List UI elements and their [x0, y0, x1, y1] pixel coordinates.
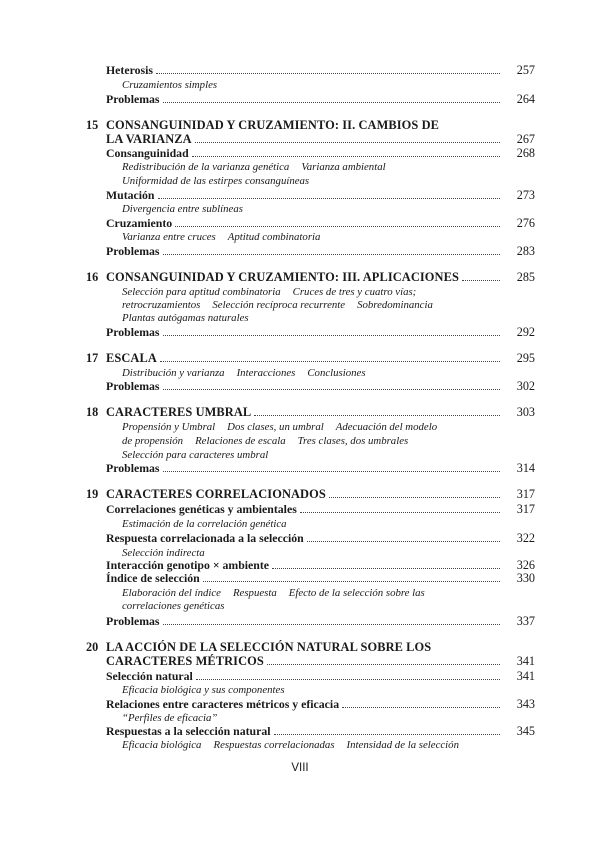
toc-section-title: Selección natural: [106, 669, 193, 683]
chapter-number: 19: [86, 487, 99, 501]
dot-leader: [196, 679, 500, 680]
chapter-number: 17: [86, 351, 99, 365]
dot-leader: [175, 226, 500, 227]
toc-subtopic: Plantas autógamas naturales: [122, 312, 249, 324]
toc-subtopic: Divergencia entre sublíneas: [122, 203, 243, 215]
toc-page-number: 326: [516, 558, 535, 572]
toc-subtopic: Varianza entre cruces: [122, 231, 216, 243]
toc-chapter-title: CARACTERES CORRELACIONADOS: [106, 487, 326, 501]
toc-row: [0, 174, 600, 188]
dot-leader: [163, 471, 500, 472]
toc-row: [0, 160, 600, 174]
toc-chapter-title: CONSANGUINIDAD Y CRUZAMIENTO: III. APLICACIONES: [106, 270, 459, 284]
toc-row: [0, 420, 600, 434]
toc-row: [0, 216, 600, 230]
dot-leader: [462, 280, 500, 281]
dot-leader: [160, 361, 500, 362]
chapter-number: 18: [86, 405, 99, 419]
page-number-footer: VIII: [291, 762, 309, 774]
toc-row: [0, 558, 600, 572]
toc-subtopic: Selección para aptitud combinatoria: [122, 286, 281, 298]
dot-leader: [267, 664, 500, 665]
toc-subtopic: de propensión: [122, 435, 184, 447]
toc-row: [0, 366, 600, 380]
toc-page-number: 337: [516, 614, 535, 628]
toc-subtopic: correlaciones genéticas: [122, 600, 225, 612]
toc-subtopics: [122, 366, 378, 380]
toc-subtopic: Eficacia biológica: [122, 739, 202, 751]
dot-leader: [163, 254, 500, 255]
toc-chapter-title: LA ACCIÓN DE LA SELECCIÓN NATURAL SOBRE LOS: [106, 640, 432, 654]
toc-subtopic: Dos clases, un umbral: [227, 421, 324, 433]
toc-section-title: Respuestas a la selección natural: [106, 724, 271, 738]
toc-subtopic: Sobredominancia: [357, 299, 433, 311]
toc-subtopic: Cruces de tres y cuatro vías;: [292, 286, 417, 298]
toc-section-title: Relaciones entre caracteres métricos y eficacia: [106, 697, 340, 711]
toc-row: [0, 711, 600, 725]
toc-subtopic: Tres clases, dos umbrales: [297, 435, 409, 447]
toc-row: [0, 614, 600, 628]
dot-leader: [163, 624, 500, 625]
toc-row: [0, 379, 600, 393]
toc-page-number: 273: [516, 188, 535, 202]
toc-subtopic: Eficacia biológica y sus componentes: [122, 684, 285, 696]
chapter-number: 20: [86, 640, 99, 654]
toc-section-title: Problemas: [106, 244, 160, 258]
dot-leader: [300, 512, 500, 513]
toc-section-title: Problemas: [106, 325, 160, 339]
toc-row: [0, 351, 600, 365]
toc-subtopics: [122, 420, 449, 434]
toc-page-number: 341: [516, 669, 535, 683]
toc-subtopic: Varianza ambiental: [301, 161, 386, 173]
toc-page-number: 267: [516, 132, 535, 146]
toc-section-title: Índice de selección: [106, 571, 200, 585]
toc-subtopic: Selección para caracteres umbral: [122, 449, 269, 461]
toc-page-number: 330: [516, 571, 535, 585]
toc-row: [0, 669, 600, 683]
toc-page-number: 303: [516, 405, 535, 419]
toc-row: [0, 230, 600, 244]
toc-page-number: 302: [516, 379, 535, 393]
toc-page-number: 343: [516, 697, 535, 711]
toc-subtopic: “Perfiles de eficacia”: [122, 712, 218, 724]
toc-row: [0, 285, 600, 299]
toc-row: [0, 586, 600, 600]
toc-subtopics: [122, 202, 255, 216]
toc-row: [0, 724, 600, 738]
toc-subtopic: Estimación de la correlación genética: [122, 518, 287, 530]
toc-subtopic: Distribución y varianza: [122, 367, 225, 379]
toc-row: [0, 78, 600, 92]
toc-section-title: Mutación: [106, 188, 155, 202]
chapter-number: 16: [86, 270, 99, 284]
toc-subtopic: Redistribución de la varianza genética: [122, 161, 290, 173]
toc-subtopic: Cruzamientos simples: [122, 79, 218, 91]
toc-subtopic: Respuesta: [232, 587, 277, 599]
toc-subtopic: Aptitud combinatoria: [227, 231, 321, 243]
toc-row: [0, 146, 600, 160]
toc-chapter-title: ESCALA: [106, 351, 157, 365]
dot-leader: [163, 389, 500, 390]
toc-chapter-title: CARACTERES UMBRAL: [106, 405, 252, 419]
dot-leader: [192, 156, 500, 157]
toc-section-title: Problemas: [106, 461, 160, 475]
toc-subtopic: Efecto de la selección sobre las: [288, 587, 425, 599]
toc-page-number: 283: [516, 244, 535, 258]
toc-subtopics: [122, 586, 437, 600]
toc-section-title: Problemas: [106, 614, 160, 628]
toc-row: [0, 738, 600, 752]
chapter-number: 15: [86, 118, 99, 132]
toc-subtopic: Selección indirecta: [122, 547, 205, 559]
toc-row: [0, 63, 600, 77]
toc-chapter-title: CONSANGUINIDAD Y CRUZAMIENTO: II. CAMBIOS DE: [106, 118, 440, 132]
toc-subtopic: Selección recíproca recurrente: [212, 299, 346, 311]
toc-subtopic: Interacciones: [236, 367, 296, 379]
toc-subtopic: Adecuación del modelo: [335, 421, 438, 433]
dot-leader: [307, 541, 500, 542]
toc-page-number: 257: [516, 63, 535, 77]
toc-page-number: 276: [516, 216, 535, 230]
dot-leader: [272, 568, 500, 569]
toc-subtopic: Respuestas correlacionadas: [213, 739, 335, 751]
toc-row: [0, 405, 600, 419]
toc-subtopics: [122, 78, 229, 92]
toc-row: [0, 599, 600, 613]
toc-row: [0, 448, 600, 462]
toc-subtopics: [122, 683, 297, 697]
toc-section-title: Heterosis: [106, 63, 153, 77]
toc-subtopics: [122, 517, 299, 531]
toc-page-number: 345: [516, 724, 535, 738]
toc-page-number: 317: [516, 502, 535, 516]
toc-page-number: 264: [516, 92, 535, 106]
dot-leader: [274, 734, 500, 735]
toc-page-number: 322: [516, 531, 535, 545]
toc-subtopics: [122, 434, 420, 448]
dot-leader: [254, 415, 500, 416]
toc-row: [0, 531, 600, 545]
toc-row: [0, 571, 600, 585]
toc-row: [0, 517, 600, 531]
toc-section-title: Correlaciones genéticas y ambientales: [106, 502, 297, 516]
toc-subtopic: Conclusiones: [307, 367, 366, 379]
toc-row: [0, 132, 600, 146]
toc-page-number: 317: [516, 487, 535, 501]
dot-leader: [156, 73, 500, 74]
toc-row: [0, 640, 600, 654]
toc-subtopics: [122, 285, 428, 299]
toc-page-number: 314: [516, 461, 535, 475]
toc-subtopics: [122, 599, 236, 613]
toc-row: [0, 502, 600, 516]
toc-row: [0, 697, 600, 711]
dot-leader: [329, 497, 500, 498]
toc-row: [0, 325, 600, 339]
toc-row: [0, 270, 600, 284]
toc-chapter-title: LA VARIANZA: [106, 132, 192, 146]
toc-row: [0, 654, 600, 668]
toc-section-title: Interacción genotipo × ambiente: [106, 558, 270, 572]
toc-row: [0, 244, 600, 258]
toc-page-number: 292: [516, 325, 535, 339]
dot-leader: [195, 142, 500, 143]
toc-row: [0, 92, 600, 106]
toc-subtopic: Uniformidad de las estirpes consanguíneas: [122, 175, 310, 187]
dot-leader: [342, 707, 500, 708]
toc-row: [0, 298, 600, 312]
toc-subtopics: [122, 711, 229, 725]
toc-subtopics: [122, 448, 280, 462]
toc-page-number: 341: [516, 654, 535, 668]
toc-subtopics: [122, 738, 471, 752]
dot-leader: [163, 335, 500, 336]
toc-subtopics: [122, 230, 332, 244]
toc-subtopic: Elaboración del índice: [122, 587, 221, 599]
dot-leader: [158, 198, 500, 199]
dot-leader: [203, 581, 500, 582]
toc-section-title: Problemas: [106, 379, 160, 393]
toc-row: [0, 461, 600, 475]
toc-subtopic: retrocruzamientos: [122, 299, 201, 311]
toc-subtopic: Intensidad de la selección: [346, 739, 459, 751]
toc-subtopics: [122, 160, 398, 174]
toc-row: [0, 434, 600, 448]
toc-page-number: 268: [516, 146, 535, 160]
toc-subtopics: [122, 298, 445, 312]
toc-chapter-title: CARACTERES MÉTRICOS: [106, 654, 264, 668]
toc-row: [0, 202, 600, 216]
toc-row: [0, 311, 600, 325]
toc-subtopic: Relaciones de escala: [195, 435, 286, 447]
toc-row: [0, 683, 600, 697]
toc-page-number: 285: [516, 270, 535, 284]
toc-section-title: Respuesta correlacionada a la selección: [106, 531, 304, 545]
toc-subtopics: [122, 311, 261, 325]
toc-page-number: 295: [516, 351, 535, 365]
toc-row: [0, 487, 600, 501]
toc-section-title: Cruzamiento: [106, 216, 173, 230]
toc-section-title: Consanguinidad: [106, 146, 189, 160]
toc-section-title: Problemas: [106, 92, 160, 106]
toc-row: [0, 118, 600, 132]
toc-row: [0, 188, 600, 202]
dot-leader: [163, 102, 500, 103]
toc-subtopic: Propensión y Umbral: [122, 421, 216, 433]
toc-subtopics: [122, 174, 321, 188]
